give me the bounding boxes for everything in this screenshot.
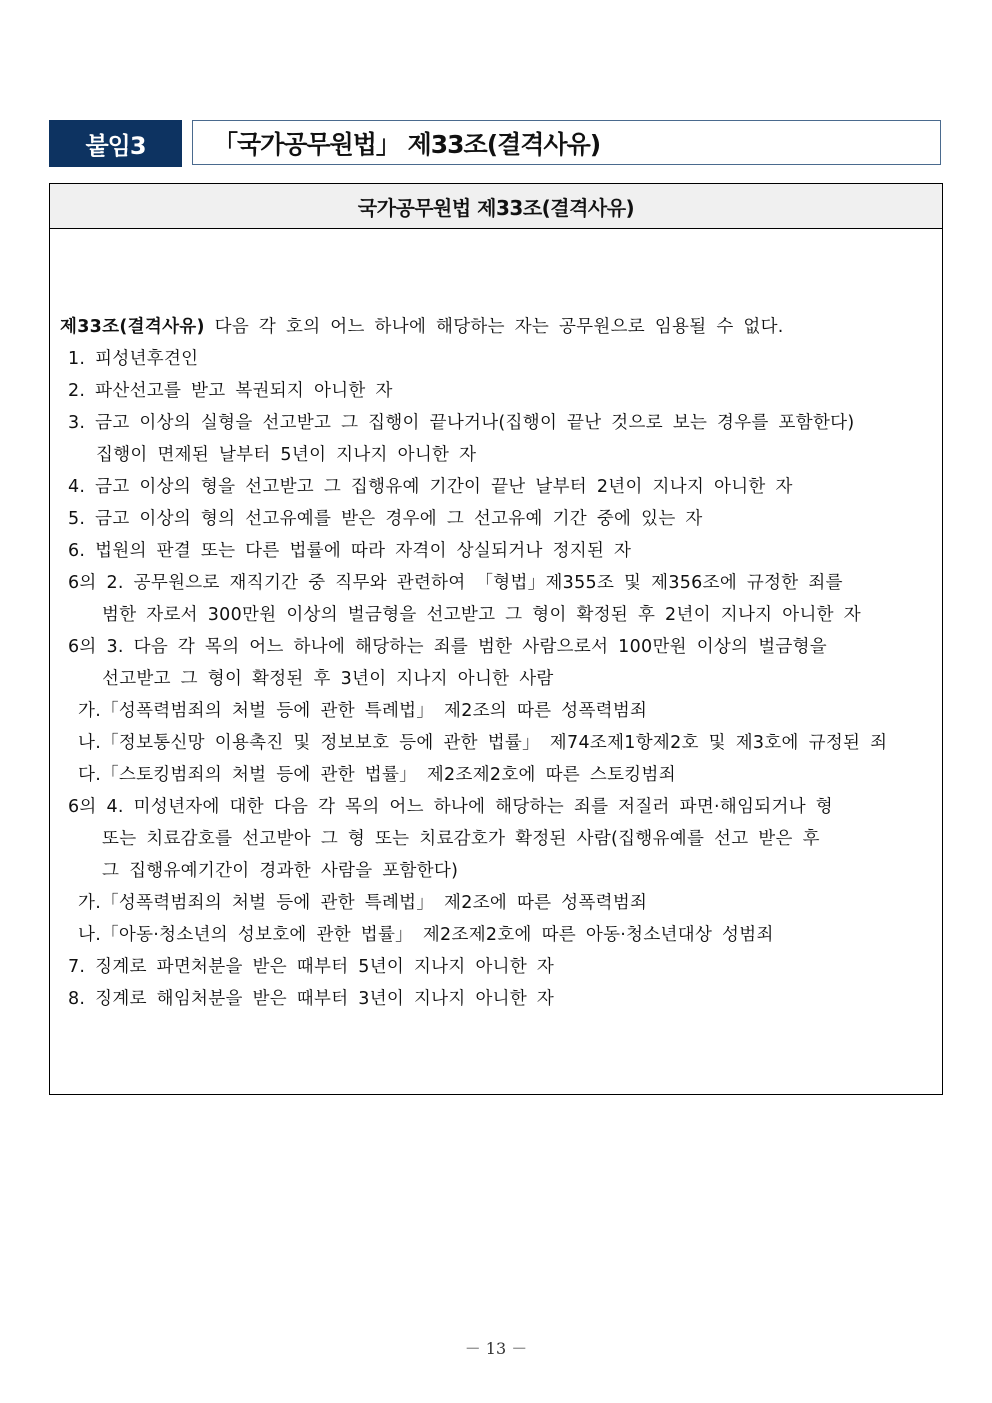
article-item-line: 나.「아동·청소년의 성보호에 관한 법률」 제2조제2호에 따른 아동·청소년대상 성범죄 [78, 925, 774, 945]
article-item-line: 가.「성폭력범죄의 처벌 등에 관한 특례법」 제2조의 따른 성폭력범죄 [78, 701, 648, 721]
article-item-line: 6의 2. 공무원으로 재직기간 중 직무와 관련하여 「형법」제355조 및 제356조에 규정한 죄를 [68, 573, 843, 593]
article-item-line: 그 집행유예기간이 경과한 사람을 포함한다) [102, 861, 459, 881]
article-item-line: 또는 치료감호를 선고받아 그 형 또는 치료감호가 확정된 사람(집행유예를 선고 받은 후 [102, 829, 820, 849]
article-item-line: 6. 법원의 판결 또는 다른 법률에 따라 자격이 상실되거나 정지된 자 [68, 541, 632, 561]
article-item-line: 2. 파산선고를 받고 복권되지 아니한 자 [68, 381, 393, 401]
article-item-line: 6의 3. 다음 각 목의 어느 하나에 해당하는 죄를 범한 사람으로서 100만원 이상의 벌금형을 [68, 637, 828, 657]
article-intro-text: 다음 각 호의 어느 하나에 해당하는 자는 공무원으로 임용될 수 없다. [204, 317, 784, 337]
article-item-line: 4. 금고 이상의 형을 선고받고 그 집행유예 기간이 끝난 날부터 2년이 지나지 아니한 자 [68, 477, 793, 497]
page-title-text: 「국가공무원법」 제33조(결격사유) [213, 129, 601, 159]
article-item-line: 5. 금고 이상의 형의 선고유예를 받은 경우에 그 선고유예 기간 중에 있는 자 [68, 509, 703, 529]
article-item-line: 3. 금고 이상의 실형을 선고받고 그 집행이 끝나거나(집행이 끝난 것으로 보는 경우를 포함한다) [68, 413, 855, 433]
law-body [50, 229, 942, 1015]
article-item-line: 1. 피성년후견인 [68, 349, 199, 369]
article-heading: 제33조(결격사유) [60, 317, 205, 337]
article-item-line: 나.「정보통신망 이용촉진 및 정보보호 등에 관한 법률」 제74조제1항제2호 및 제3호에 규정된 죄 [78, 733, 888, 753]
article-item-line: 8. 징계로 해임처분을 받은 때부터 3년이 지나지 아니한 자 [68, 989, 555, 1009]
article-item-line: 가.「성폭력범죄의 처벌 등에 관한 특례법」 제2조에 따른 성폭력범죄 [78, 893, 648, 913]
appendix-badge: 붙임3 [49, 120, 182, 167]
article-item-line: 7. 징계로 파면처분을 받은 때부터 5년이 지나지 아니한 자 [68, 957, 555, 977]
law-text-box [49, 183, 943, 1095]
law-box-title: 국가공무원법 제33조(결격사유) [50, 184, 942, 229]
page-number: － 13 － [464, 1339, 528, 1358]
page-title [192, 120, 941, 165]
article-intro [60, 311, 932, 343]
article-item-line: 다.「스토킹범죄의 처벌 등에 관한 법률」 제2조제2호에 따른 스토킹범죄 [78, 765, 676, 785]
article-item-line: 집행이 면제된 날부터 5년이 지나지 아니한 자 [96, 445, 477, 465]
article-item-line: 6의 4. 미성년자에 대한 다음 각 목의 어느 하나에 해당하는 죄를 저질러 파면·해임되거나 형 [68, 797, 833, 817]
article-item-line: 선고받고 그 형이 확정된 후 3년이 지나지 아니한 사람 [102, 669, 554, 689]
article-items [60, 343, 932, 1015]
article-item-line: 범한 자로서 300만원 이상의 벌금형을 선고받고 그 형이 확정된 후 2년이 지나지 아니한 자 [102, 605, 861, 625]
